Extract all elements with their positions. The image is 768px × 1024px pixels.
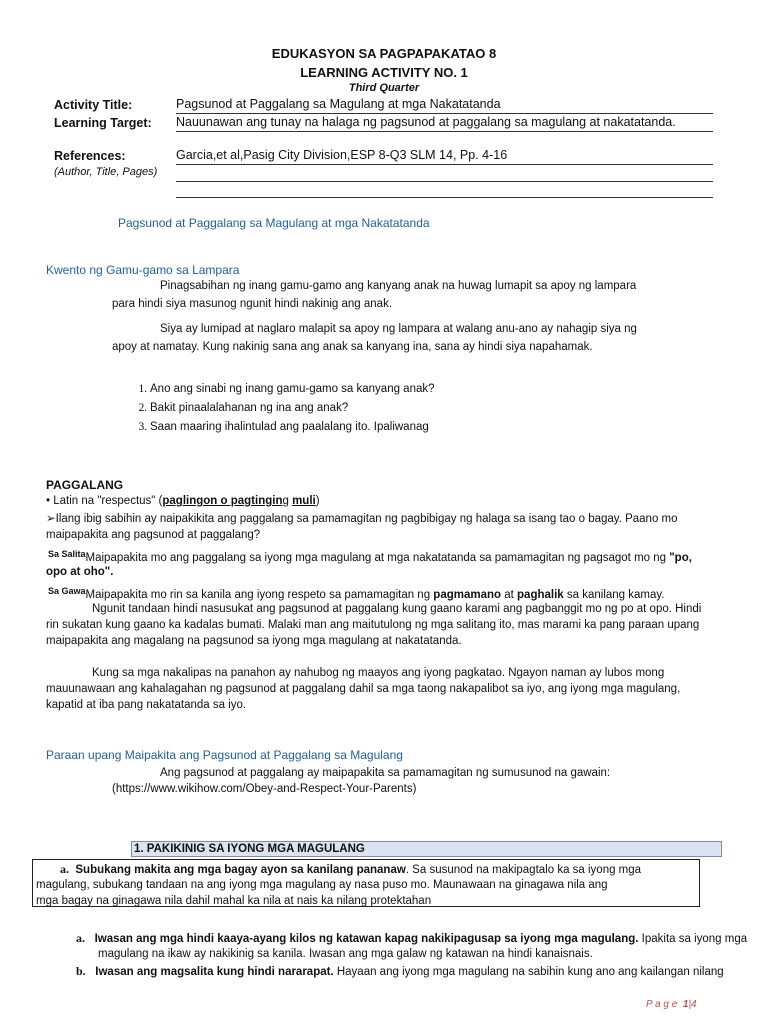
references-label: References: [54,149,126,163]
activity-title-label: Activity Title: [54,98,133,112]
paggalang-heading: PAGGALANG [46,478,124,492]
main-title: Pagsunod at Paggalang sa Magulang at mga Nakatatanda [118,216,430,230]
section-1-header: 1. PAKIKINIG SA IYONG MGA MAGULANG [131,841,722,857]
paggalang-paragraph-4-line-1: Kung sa mga nakalipas na panahon ay nahubog ng maayos ang iyong pagkatao. Ngayon naman ay lubos mong [92,667,665,679]
references-blank-line-1 [176,180,713,182]
paraan-title: Paraan upang Maipakita ang Pagsunod at Paggalang sa Magulang [46,748,403,762]
paggalang-paragraph-3-line-2: rin sukatan kung gaano ka kadalas bumati. Malaki man ang maitutulong ng mga salitang ito, mas marami ka pang paraan upang [46,619,700,631]
arrow-icon: ➢ [46,513,56,525]
tip-box-line-2: magulang, subukang tandaan na ang iyong mga magulang ay nasa puso mo. Maunawaan na ginagawa nila ang [36,879,608,891]
paggalang-question-line-2: maipapakita ang pagsunod at paggalang? [46,529,261,541]
learning-target-value: Nauunawan ang tunay na halaga ng pagsunod at paggalang sa magulang at nakatatanda. [176,115,713,132]
paraan-source: (https://www.wikihow.com/Obey-and-Respect-Your-Parents) [112,783,417,795]
sa-gawa-line: $^{Sa Gawa}$Maipapakita mo rin sa kanila ang iyong respeto sa pamamagitan ng pagmamano at paghalik sa kanilang kamay. [48,586,665,601]
references-blank-line-2 [176,196,713,198]
tip-box-line-1: a. Subukang makita ang mga bagay ayon sa kanilang pananaw. Sa susunod na makipagtalo ka sa iyong mga [60,862,642,876]
document-subject: EDUKASYON SA PAGPAPAKATAO 8 [271,46,497,61]
paggalang-paragraph-3-line-1: Ngunit tandaan hindi nasusukat ang pagsunod at paggalang kung gaano karami ang pagbanggit mo ng po at opo. Hindi [92,603,702,615]
references-value: Garcia,et al,Pasig City Division,ESP 8-Q3 SLM 14, Pp. 4-16 [176,148,713,165]
activity-number: LEARNING ACTIVITY NO. 1 [300,65,468,80]
references-hint: (Author, Title, Pages) [54,166,158,178]
item-b-line-1: b. Iwasan ang magsalita kung hindi nararapat. Hayaan ang iyong mga magulang na sabihin kung ano ang kailangan nilang [76,964,724,978]
story-title: Kwento ng Gamu-gamo sa Lampara [46,263,240,277]
tip-box-line-3: mga bagay na ginagawa nila dahil mahal ka nila at nais ka nilang protektahan [36,895,432,907]
paggalang-paragraph-3-line-3: maipapakita ang magalang na pagsunod sa iyong mga magulang at nakatatanda. [46,635,462,647]
question-item: 2. Bakit pinaalalahanan ng ina ang anak? [150,399,435,418]
question-item: 1. Ano ang sinabi ng inang gamu-gamo sa kanyang anak? [150,380,435,399]
item-a-line-2: magulang na ikaw ay nakikinig sa kanila. Iwasan ang mga galaw ng katawan na hindi kanaisnais. [98,948,593,960]
story-paragraph-1-line-2: para hindi siya masunog ngunit hindi nakinig ang anak. [112,298,393,310]
story-paragraph-1-line-1: Pinagsabihan ng inang gamu-gamo ang kanyang anak na huwag lumapit sa apoy ng lampara [160,280,637,292]
item-a-line-1: a. Iwasan ang mga hindi kaaya-ayang kilos ng katawan kapag nakikipagusap sa iyong mga magulang. Ipakita sa iyong mga [76,931,748,945]
story-paragraph-2-line-2: apoy at namatay. Kung nakinig sana ang anak sa kanyang ina, sana ay hindi siya napahamak. [112,341,593,353]
learning-target-label: Learning Target: [54,116,152,130]
activity-title-value: Pagsunod at Paggalang sa Magulang at mga Nakatatanda [176,97,713,114]
paggalang-paragraph-4-line-3: kapatid at iba pang nakatatanda sa iyo. [46,699,247,711]
quarter-label: Third Quarter [348,82,420,94]
question-list [112,380,435,437]
paggalang-question-line-1: ➢Ilang ibig sabihin ay naipakikita ang paggalang sa pamamagitan ng pagbibigay ng halaga sa isang tao o bagay. Paano mo [46,513,678,525]
page-indicator: P a g e 1|4 [646,999,697,1010]
paggalang-paragraph-4-line-2: mauunawaan ang kahalagahan ng pagsunod at paggalang dahil sa mga taong nakapalibot sa iyo, ang iyong mga magulang, [46,683,681,695]
sa-salita-line-1: $^{Sa Salita}$Maipapakita mo ang paggalang sa iyong mga magulang at mga nakatatanda sa pamamagitan ng pagsagot mo ng "po, [48,549,692,564]
story-paragraph-2-line-1: Siya ay lumipad at naglaro malapit sa apoy ng lampara at walang anu-ano ay nahagip siya ng [160,323,637,335]
sa-salita-line-2: opo at oho". [46,566,114,578]
latin-definition: • Latin na "respectus" (paglingon o pagtinging muli) [46,495,320,507]
question-item: 3. Saan maaring ihalintulad ang paalalang ito. Ipaliwanag [150,418,435,437]
paraan-intro: Ang pagsunod at paggalang ay maipapakita sa pamamagitan ng sumusunod na gawain: [160,767,611,779]
